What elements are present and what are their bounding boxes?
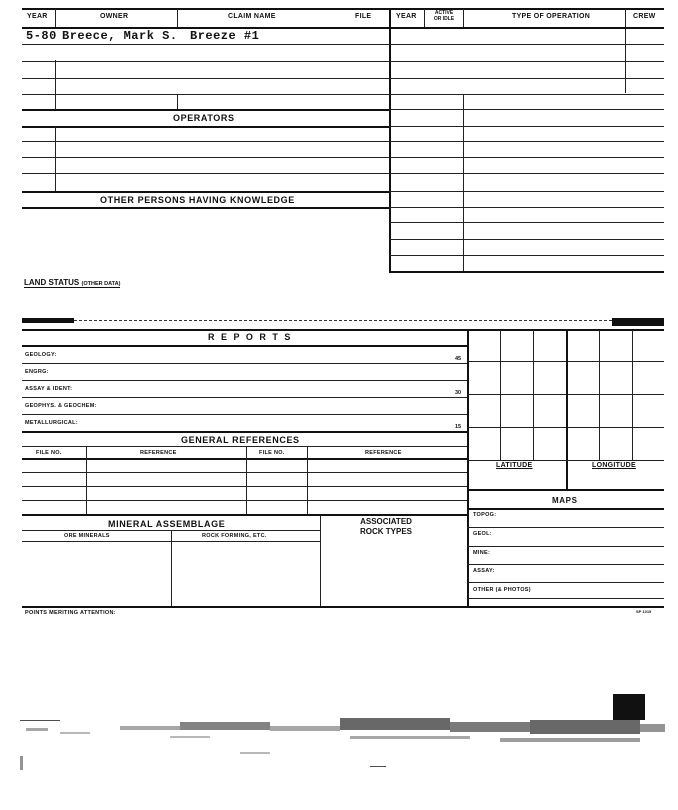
entry-year: 5-80	[26, 29, 57, 43]
grid-line	[566, 330, 568, 489]
report-geology: GEOLOGY:	[25, 352, 57, 358]
col-divider	[86, 447, 87, 514]
row-line	[22, 191, 389, 193]
row-line	[22, 472, 467, 473]
row-line	[22, 109, 389, 111]
maps-other: OTHER (& PHOTOS)	[473, 587, 531, 593]
land-status-sub: (OTHER DATA)	[81, 281, 121, 287]
row-line	[389, 126, 664, 127]
other-persons-title: OTHER PERSONS HAVING KNOWLEDGE	[100, 195, 295, 205]
rock-forming-label: ROCK FORMING, ETC.	[202, 533, 267, 539]
row-line	[389, 173, 664, 174]
maps-title: MAPS	[552, 496, 578, 505]
header-claim-name: CLAIM NAME	[228, 13, 276, 20]
report-num: 45	[455, 356, 462, 362]
row-line	[389, 141, 664, 142]
report-num: 30	[455, 390, 462, 396]
col-divider	[177, 9, 178, 27]
row-line	[389, 191, 664, 192]
row-line	[22, 380, 467, 381]
header-idle-label: OR IDLE	[433, 16, 455, 22]
associated-rock-types	[360, 517, 412, 537]
col-divider	[55, 127, 56, 191]
points-meriting-attention: POINTS MERITING ATTENTION:	[25, 610, 116, 616]
maps-topog: TOPOG:	[473, 512, 497, 518]
col-divider	[463, 9, 464, 27]
scan-noise	[20, 712, 668, 772]
col-divider	[246, 447, 247, 514]
latitude-label: LATITUDE	[496, 462, 533, 469]
col-divider	[625, 9, 626, 27]
header-owner: OWNER	[100, 13, 129, 20]
report-metallurgical: METALLURGICAL:	[25, 420, 78, 426]
row-line	[22, 414, 467, 415]
ref-col-file-no-2: FILE NO.	[259, 450, 285, 456]
grid-line	[467, 489, 664, 491]
row-line	[22, 94, 389, 95]
row-line	[389, 94, 664, 95]
form-code: SP 1015	[636, 609, 652, 614]
col-divider	[424, 9, 425, 27]
row-line	[389, 207, 664, 208]
margin-bar-right	[612, 318, 664, 326]
row-line	[389, 222, 664, 223]
header-file: FILE	[355, 13, 372, 20]
row-line	[467, 546, 664, 547]
reports-bottom-border	[22, 606, 664, 608]
maps-assay: ASSAY:	[473, 568, 495, 574]
longitude-label: LONGITUDE	[592, 462, 636, 469]
maps-geol: GEOL:	[473, 531, 492, 537]
row-line	[22, 173, 389, 174]
ref-col-reference: REFERENCE	[140, 450, 177, 456]
entry-claim: Breeze #1	[190, 29, 260, 43]
col-divider	[320, 515, 321, 606]
col-divider	[463, 95, 464, 271]
main-vertical-divider	[389, 9, 391, 271]
land-status-main: LAND STATUS	[24, 278, 80, 287]
row-line	[389, 271, 664, 273]
row-line	[22, 363, 467, 364]
report-num: 15	[455, 424, 462, 430]
report-engrg: ENGRG:	[25, 369, 49, 375]
row-line	[22, 397, 467, 398]
report-assay: ASSAY & IDENT:	[25, 386, 73, 392]
row-line	[389, 239, 664, 240]
maps-mine: MINE:	[473, 550, 491, 556]
ref-col-file-no: FILE NO.	[36, 450, 62, 456]
row-line	[22, 207, 389, 209]
row-line	[389, 109, 664, 110]
ref-col-reference-2: REFERENCE	[365, 450, 402, 456]
perforation-line	[74, 320, 612, 321]
row-line	[389, 61, 664, 62]
row-line	[467, 508, 664, 510]
row-line	[22, 500, 467, 501]
grid-line	[500, 330, 501, 460]
col-divider	[177, 95, 178, 109]
row-line	[22, 78, 389, 79]
row-line	[22, 514, 467, 516]
row-line	[22, 157, 389, 158]
entry-owner: Breece, Mark S.	[62, 29, 178, 43]
header-year: YEAR	[27, 13, 48, 20]
grid-line	[533, 330, 534, 460]
reports-title: R E P O R T S	[208, 332, 293, 342]
mineral-assemblage-title: MINERAL ASSEMBLAGE	[108, 519, 226, 529]
row-line	[22, 345, 467, 347]
header-crew: CREW	[633, 13, 656, 20]
row-line	[467, 527, 664, 528]
row-line	[389, 157, 664, 158]
row-line	[389, 44, 664, 45]
header-active-or-idle	[427, 10, 461, 22]
header-year-2: YEAR	[396, 13, 417, 20]
land-status-label	[24, 278, 120, 288]
row-line	[22, 61, 389, 62]
header-type-of-operation: TYPE OF OPERATION	[512, 13, 591, 20]
grid-line	[467, 460, 664, 461]
col-divider	[55, 60, 56, 110]
top-border	[22, 8, 664, 10]
rock-types-label: ROCK TYPES	[360, 527, 413, 536]
margin-bar-left	[22, 318, 74, 323]
report-geophys: GEOPHYS. & GEOCHEM:	[25, 403, 97, 409]
header-active-label: ACTIVE	[434, 10, 454, 16]
grid-line	[632, 330, 633, 460]
row-line	[22, 141, 389, 142]
col-divider	[55, 9, 56, 27]
row-line	[467, 598, 664, 599]
general-references-title: GENERAL REFERENCES	[181, 435, 300, 445]
row-line	[389, 255, 664, 256]
col-divider	[171, 531, 172, 606]
row-line	[22, 431, 467, 433]
row-line	[22, 458, 467, 460]
row-line	[389, 78, 664, 79]
associated-label: ASSOCIATED	[360, 517, 412, 526]
row-line	[22, 446, 467, 447]
col-divider	[625, 28, 626, 93]
col-divider	[307, 447, 308, 514]
row-line	[467, 564, 664, 565]
row-line	[22, 44, 389, 45]
grid-line	[599, 330, 600, 460]
row-line	[22, 486, 467, 487]
operators-title: OPERATORS	[173, 113, 235, 123]
row-line	[22, 126, 389, 128]
ore-minerals-label: ORE MINERALS	[64, 533, 110, 539]
row-line	[467, 582, 664, 583]
